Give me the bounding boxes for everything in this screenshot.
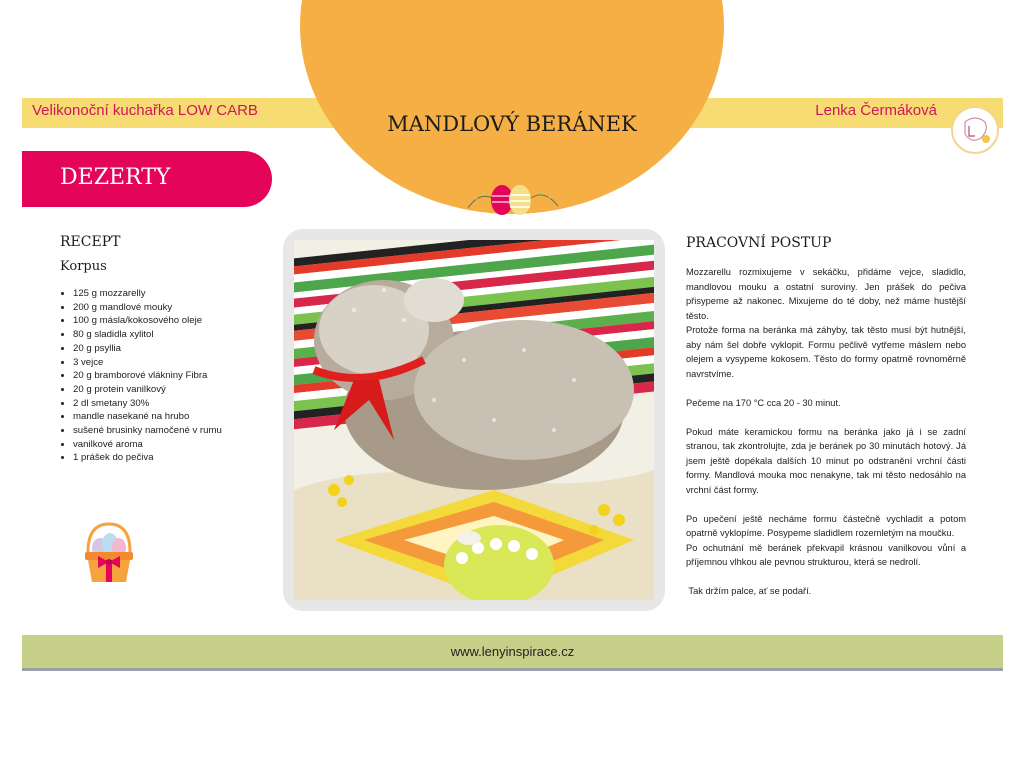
- page-title: MANDLOVÝ BERÁNEK: [387, 112, 637, 136]
- footer-url-link[interactable]: www.lenyinspirace.cz: [450, 644, 575, 659]
- book-title: Velikonoční kuchařka LOW CARB: [32, 102, 258, 119]
- footer-band: [22, 635, 1003, 671]
- method-heading: PRACOVNÍ POSTUP: [686, 235, 832, 251]
- ingredient-item: • 100 g másla/kokosového oleje: [73, 314, 293, 328]
- method-paragraph: Pokud máte keramickou formu na beránka jako já i se zadní stranou, tak zkontrolujte, zda je beránek po 30 minutách hotový. Já jsem ještě dopékala dalších 10 minut po odstranění vrchní části formy. Mandlová mouka moc nenakyne, tak mi těsto nedosáhlo na vrchní část formy.: [686, 426, 966, 495]
- method-paragraph: Pečeme na 170 °C cca 20 - 30 minut.: [686, 397, 841, 408]
- category-label: DEZERTY: [60, 165, 171, 190]
- recipe-heading: RECEPT: [60, 234, 121, 250]
- ingredient-item: • 20 g bramborové vlákniny Fibra: [73, 369, 293, 383]
- method-text: [686, 265, 966, 599]
- ingredient-item: • sušené brusinky namočené v rumu: [73, 424, 293, 438]
- recipe-subheading: Korpus: [60, 259, 107, 274]
- ingredient-item: • vanilkové aroma: [73, 438, 293, 452]
- ingredient-item: • 80 g sladidla xylitol: [73, 328, 293, 342]
- photo-frame: [283, 229, 665, 611]
- ingredient-item: • mandle nasekané na hrubo: [73, 410, 293, 424]
- easter-basket-icon: [82, 522, 136, 584]
- category-badge: [22, 151, 272, 207]
- method-paragraph: Mozzarellu rozmixujeme v sekáčku, přidáme vejce, sladidlo, mandlovou mouku a ostatní suroviny. Jen prášek do pečiva přisypeme až nakonec. Mixujeme do té doby, než máme hustější těsto.: [686, 267, 966, 321]
- method-paragraph: Po upečení ještě necháme formu částečně vychladit a potom opatrně vyklopíme. Posypeme sladidlem rozemletým na moučku.: [686, 513, 966, 538]
- author-name: Lenka Čermáková: [815, 102, 937, 119]
- ingredient-item: • 125 g mozzarelly: [73, 287, 293, 301]
- ingredient-item: • 200 g mandlové mouky: [73, 301, 293, 315]
- leny-logo-icon: [951, 106, 999, 154]
- ingredient-item: • 20 g protein vanilkový: [73, 383, 293, 397]
- easter-eggs-icon: [462, 178, 562, 218]
- ingredient-item: • 1 prášek do pečiva: [73, 451, 293, 465]
- method-paragraph: Po ochutnání mě beránek překvapil krásnou vanilkovou vůní a příjemnou vlhkou ale pevnou strukturou, která se nedrolí.: [686, 542, 966, 567]
- ingredient-list: [60, 287, 293, 465]
- ingredient-item: • 20 g psyllia: [73, 342, 293, 356]
- ingredient-item: • 2 dl smetany 30%: [73, 397, 293, 411]
- method-paragraph: Protože forma na beránka má záhyby, tak těsto musí být hutnější, aby nám šel dobře vyklopit. Formu pečlivě vytřeme máslem nebo olejem a vysypeme kokosem. Těsto do formy opatrně rovnoměrně navrstvíme.: [686, 325, 966, 379]
- ingredient-item: • 3 vejce: [73, 356, 293, 370]
- lamb-cake-photo: [294, 240, 654, 600]
- method-paragraph: Tak držím palce, ať se podaří.: [686, 586, 812, 596]
